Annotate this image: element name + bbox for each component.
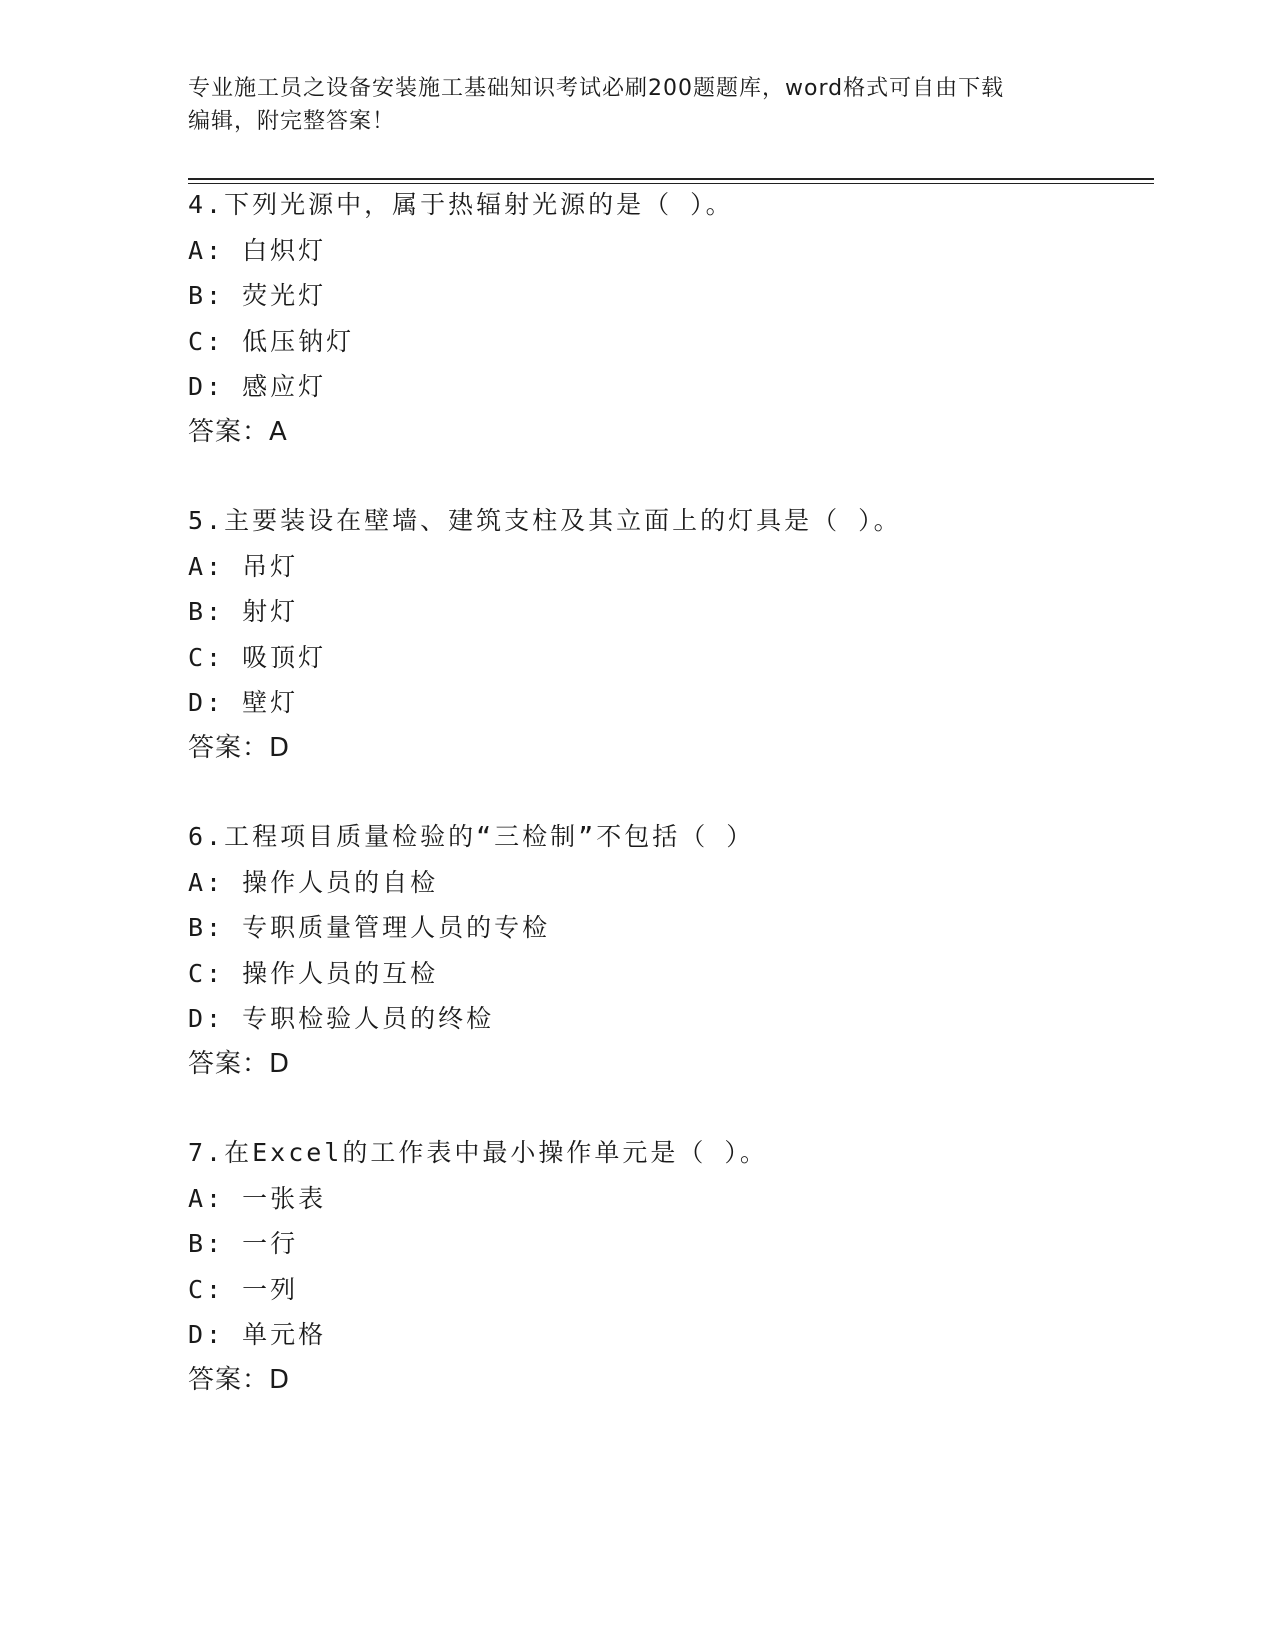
question-6 <box>188 814 1188 1087</box>
question-stem: 5.主要装设在壁墙、建筑支柱及其立面上的灯具是（ ）。 <box>188 506 902 535</box>
option-b: B: 射灯 <box>188 597 299 626</box>
answer: 答案：D <box>188 732 291 763</box>
option-b: B: 专职质量管理人员的专检 <box>188 913 551 942</box>
answer: 答案：D <box>188 1364 291 1395</box>
header-title-line-2: 编辑，附完整答案！ <box>188 109 396 134</box>
option-a: A: 白炽灯 <box>188 235 327 265</box>
option-d: D: 单元格 <box>188 1320 327 1349</box>
option-c: C: 操作人员的互检 <box>188 958 439 988</box>
option-a: A: 吊灯 <box>188 551 299 581</box>
option-c: C: 一列 <box>188 1274 299 1304</box>
question-5 <box>188 498 1188 771</box>
option-c: C: 低压钠灯 <box>188 326 355 356</box>
option-d: D: 感应灯 <box>188 372 327 401</box>
option-a: A: 操作人员的自检 <box>188 867 439 897</box>
answer: 答案：D <box>188 1048 291 1079</box>
question-stem: 7.在Excel的工作表中最小操作单元是（ ）。 <box>188 1138 768 1167</box>
option-a: A: 一张表 <box>188 1183 327 1213</box>
option-b: B: 一行 <box>188 1229 299 1258</box>
option-d: D: 专职检验人员的终检 <box>188 1004 495 1033</box>
header-title-line-1: 专业施工员之设备安装施工基础知识考试必刷200题题库，word格式可自由下载 <box>188 76 1005 101</box>
question-7 <box>188 1130 1188 1403</box>
question-stem: 4.下列光源中，属于热辐射光源的是（ ）。 <box>188 190 734 219</box>
document-header <box>188 72 1088 138</box>
option-b: B: 荧光灯 <box>188 281 327 310</box>
header-divider-thick <box>188 178 1154 180</box>
option-d: D: 壁灯 <box>188 688 299 717</box>
question-4 <box>188 182 1188 455</box>
question-stem: 6.工程项目质量检验的“三检制”不包括（ ） <box>188 822 755 851</box>
option-c: C: 吸顶灯 <box>188 642 327 672</box>
answer: 答案：A <box>188 416 288 447</box>
